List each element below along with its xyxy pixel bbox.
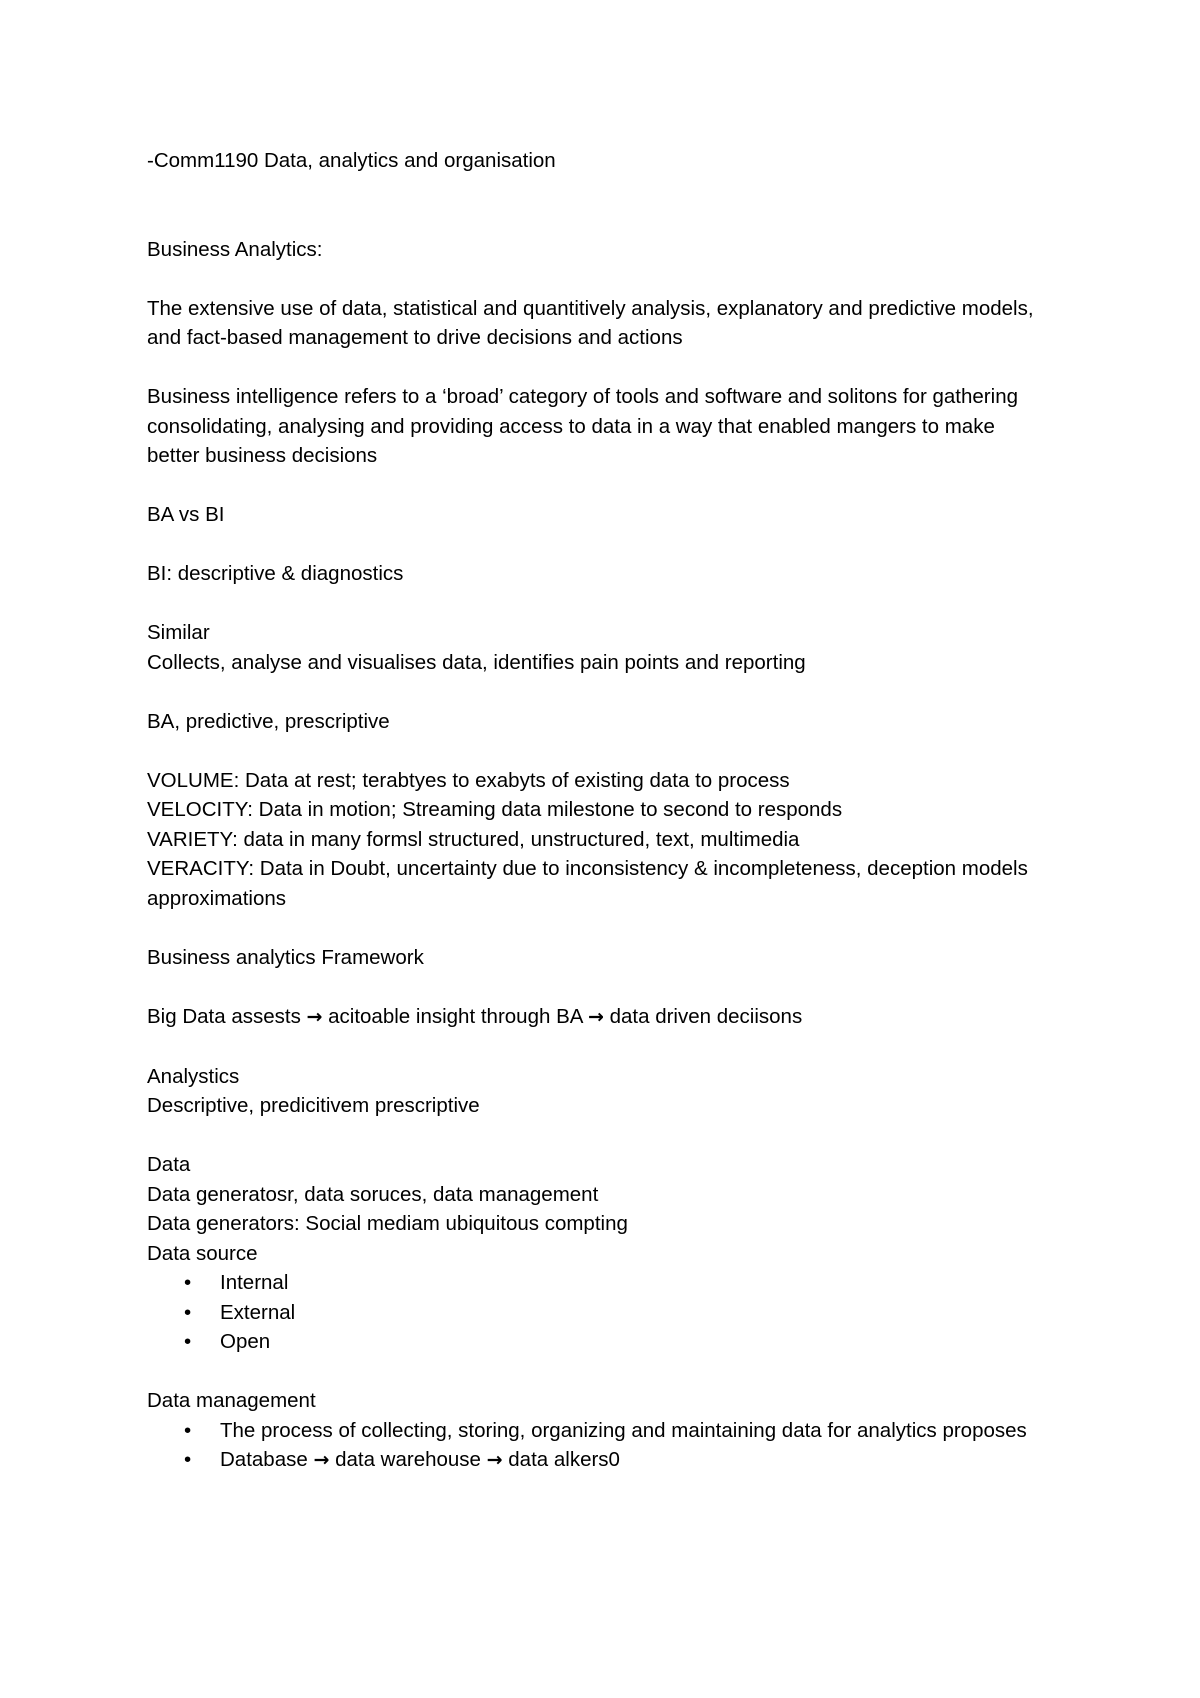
bi-definition: Business intelligence refers to a ‘broad’ category of tools and software and solitons for gathering consolidating, analysing and providing access to data in a way that enabled mangers to make better business decisions [147, 385, 1018, 467]
bullet-icon: • [184, 1271, 192, 1294]
document-title: -Comm1190 Data, analytics and organisation [147, 149, 556, 172]
analytics-text: Descriptive, predicitivem prescriptive [147, 1094, 480, 1117]
list-item: • External [147, 1298, 1047, 1328]
bullet-icon: • [184, 1418, 192, 1442]
list-item: • The process of collecting, storing, organizing and maintaining data for analytics proposes [147, 1416, 1047, 1446]
bi-types: BI: descriptive & diagnostics [147, 562, 404, 585]
list-item [147, 1445, 1047, 1476]
data-source-list [147, 1268, 1047, 1357]
velocity-line: VELOCITY: Data in motion; Streaming data milestone to second to responds [147, 798, 843, 821]
right-arrow-icon: → [306, 1005, 323, 1028]
data-line-1: Data generatosr, data soruces, data management [147, 1182, 599, 1206]
right-arrow-icon: → [587, 1005, 604, 1028]
framework-flow-part2: acitoable insight through BA [322, 1004, 588, 1028]
document-body [147, 146, 1047, 1476]
ba-vs-bi-heading: BA vs BI [147, 503, 225, 526]
volume-line: VOLUME: Data at rest; terabtyes to exabyts of existing data to process [147, 768, 790, 792]
list-item: • Open [147, 1327, 1047, 1357]
similar-heading: Similar [147, 621, 210, 644]
data-source-heading: Data source [147, 1241, 258, 1265]
variety-line: VARIETY: data in many formsl structured, unstructured, text, multimedia [147, 827, 800, 851]
framework-heading: Business analytics Framework [147, 945, 424, 969]
dm-flow-part1: Database [220, 1448, 314, 1471]
bullet-icon: • [184, 1300, 192, 1324]
right-arrow-icon: → [313, 1449, 330, 1471]
dm-flow-part3: data alkers0 [502, 1448, 620, 1471]
framework-flow-part1: Big Data assests [147, 1004, 307, 1028]
ba-types: BA, predictive, prescriptive [147, 709, 390, 733]
data-heading: Data [147, 1153, 191, 1176]
dm-flow-part2: data warehouse [329, 1448, 487, 1471]
analytics-heading: Analystics [147, 1064, 240, 1088]
data-line-2: Data generators: Social mediam ubiquitous compting [147, 1212, 628, 1235]
similar-text: Collects, analyse and visualises data, identifies pain points and reporting [147, 650, 806, 674]
framework-flow [147, 1002, 1047, 1033]
bullet-icon: • [184, 1448, 192, 1471]
framework-flow-part3: data driven deciisons [603, 1004, 803, 1028]
data-management-heading: Data management [147, 1389, 316, 1412]
right-arrow-icon: → [486, 1449, 503, 1471]
bullet-icon: • [184, 1330, 192, 1353]
list-item: • Internal [147, 1268, 1047, 1298]
veracity-line: VERACITY: Data in Doubt, uncertainty due to inconsistency & incompleteness, deception models approximations [147, 857, 1028, 910]
ba-definition: The extensive use of data, statistical and quantitively analysis, explanatory and predictive models, and fact-based management to drive decisions and actions [147, 296, 1034, 349]
ba-heading: Business Analytics: [147, 237, 323, 261]
data-management-list [147, 1416, 1047, 1476]
